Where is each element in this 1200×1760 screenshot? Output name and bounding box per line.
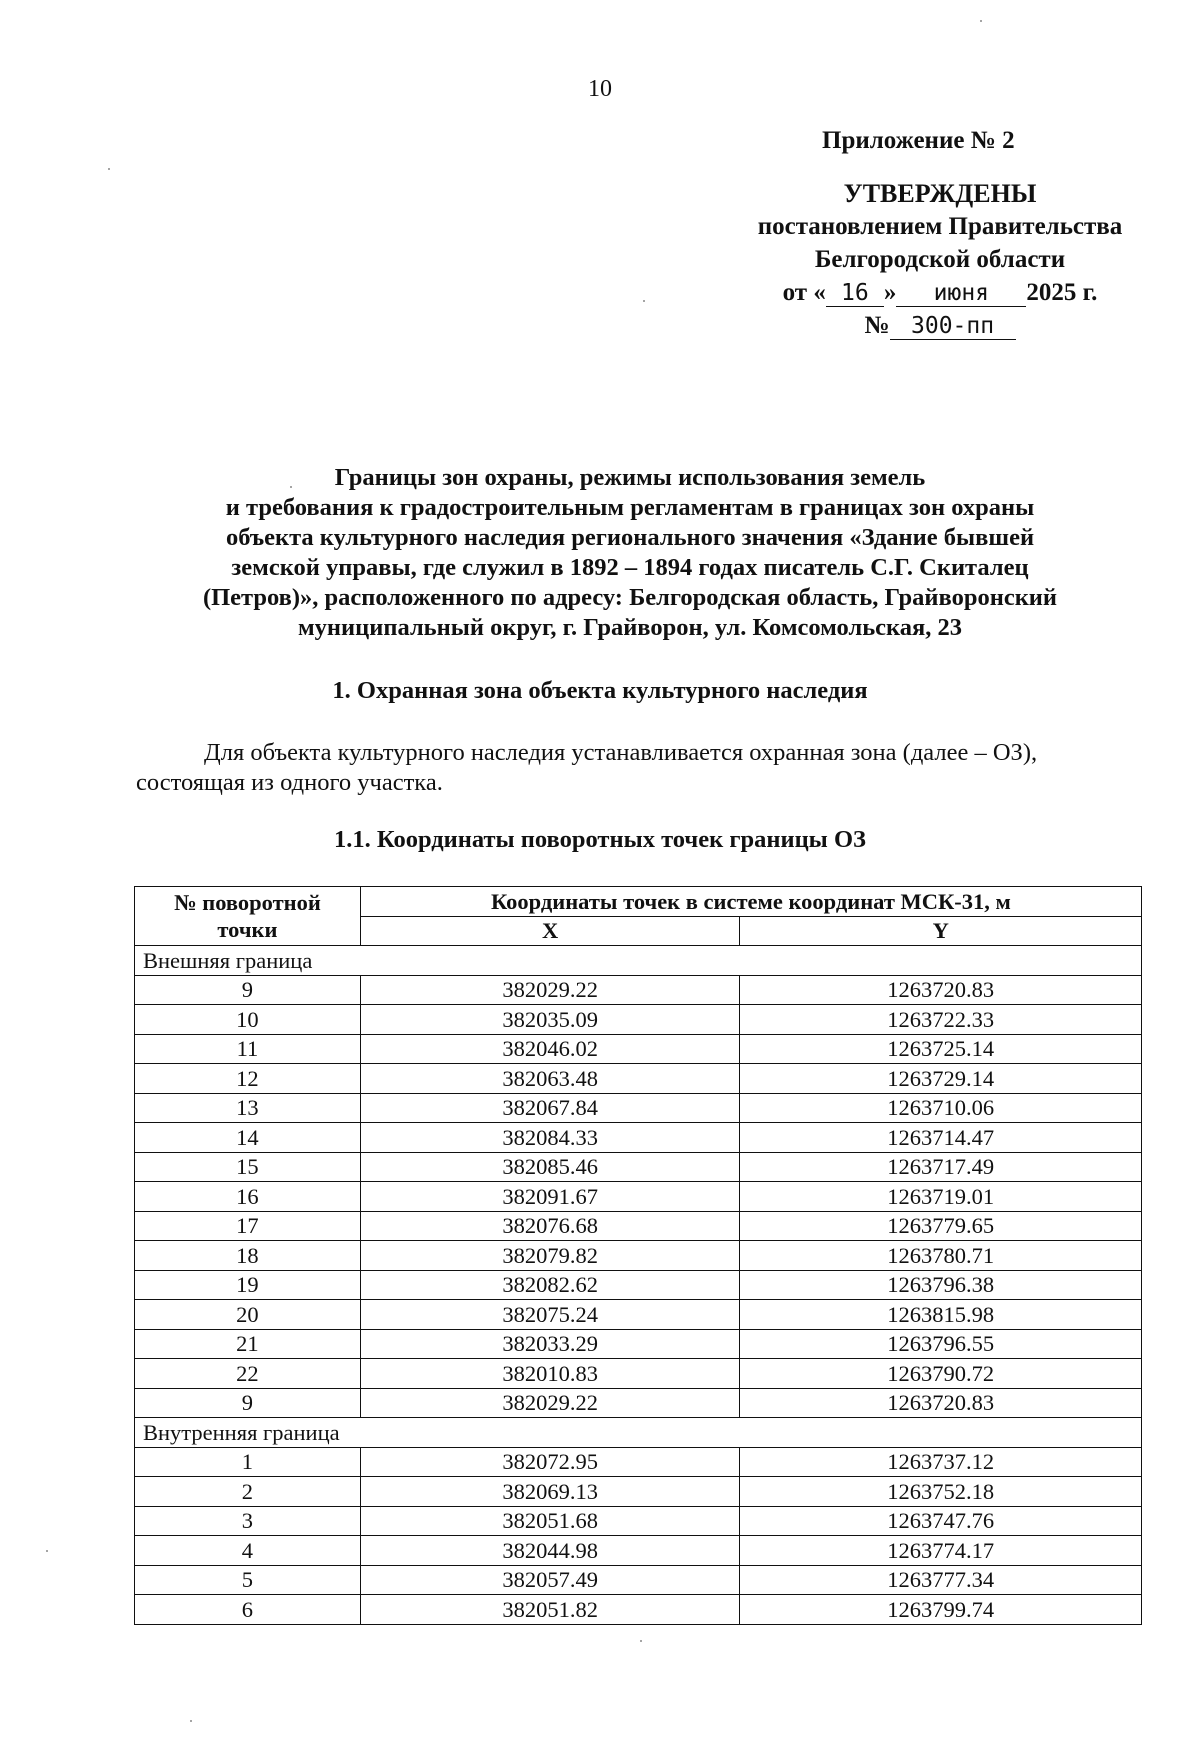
y-coordinate-cell: 1263796.55 — [740, 1329, 1142, 1359]
point-number-cell: 16 — [135, 1182, 361, 1212]
table-row — [135, 1536, 1142, 1566]
point-number-cell: 2 — [135, 1477, 361, 1507]
title-line-4: земской управы, где служил в 1892 – 1894 годах писатель С.Г. Скиталец — [231, 554, 1029, 581]
x-coordinate-cell: 382075.24 — [360, 1300, 740, 1330]
table-row — [135, 1182, 1142, 1212]
point-number-cell: 4 — [135, 1536, 361, 1566]
scan-speck — [643, 300, 645, 302]
col-header-coords: Координаты точек в системе координат МСК-31, м — [360, 887, 1141, 917]
table-row — [135, 1595, 1142, 1625]
scan-speck — [640, 1640, 642, 1642]
approved-label: УТВЕРЖДЕНЫ — [843, 179, 1037, 208]
table-row — [135, 1329, 1142, 1359]
y-coordinate-cell: 1263719.01 — [740, 1182, 1142, 1212]
y-coordinate-cell: 1263799.74 — [740, 1595, 1142, 1625]
point-number-cell: 17 — [135, 1211, 361, 1241]
y-coordinate-cell: 1263720.83 — [740, 975, 1142, 1005]
x-coordinate-cell: 382051.68 — [360, 1506, 740, 1536]
table-row — [135, 1211, 1142, 1241]
date-month: июня — [896, 280, 1026, 307]
scan-speck — [190, 1720, 192, 1722]
y-coordinate-cell: 1263720.83 — [740, 1388, 1142, 1418]
x-coordinate-cell: 382063.48 — [360, 1064, 740, 1094]
approval-line-2: Белгородской области — [814, 246, 1066, 273]
scan-speck — [108, 168, 110, 170]
y-coordinate-cell: 1263774.17 — [740, 1536, 1142, 1566]
point-number-cell: 9 — [135, 1388, 361, 1418]
x-coordinate-cell: 382029.22 — [360, 1388, 740, 1418]
x-coordinate-cell: 382084.33 — [360, 1123, 740, 1153]
y-coordinate-cell: 1263710.06 — [740, 1093, 1142, 1123]
table-row — [135, 1241, 1142, 1271]
table-row — [135, 1565, 1142, 1595]
point-number-cell: 10 — [135, 1005, 361, 1035]
appendix-label: Приложение № 2 — [822, 127, 1015, 154]
approval-header — [700, 124, 1180, 342]
point-number-cell: 6 — [135, 1595, 361, 1625]
y-coordinate-cell: 1263779.65 — [740, 1211, 1142, 1241]
x-coordinate-cell: 382082.62 — [360, 1270, 740, 1300]
point-number-cell: 9 — [135, 975, 361, 1005]
y-coordinate-cell: 1263796.38 — [740, 1270, 1142, 1300]
y-coordinate-cell: 1263790.72 — [740, 1359, 1142, 1389]
x-coordinate-cell: 382085.46 — [360, 1152, 740, 1182]
number-prefix: № — [864, 312, 890, 339]
y-coordinate-cell: 1263815.98 — [740, 1300, 1142, 1330]
point-number-cell: 15 — [135, 1152, 361, 1182]
col-header-x: X — [360, 916, 740, 946]
y-coordinate-cell: 1263722.33 — [740, 1005, 1142, 1035]
coordinates-table-body — [135, 946, 1142, 1625]
scan-speck — [290, 486, 292, 488]
x-coordinate-cell: 382033.29 — [360, 1329, 740, 1359]
section-1-1-heading: 1.1. Координаты поворотных точек границы ОЗ — [334, 826, 866, 853]
x-coordinate-cell: 382076.68 — [360, 1211, 740, 1241]
point-number-cell: 20 — [135, 1300, 361, 1330]
section-1-heading: 1. Охранная зона объекта культурного наследия — [332, 677, 868, 704]
point-number-cell: 3 — [135, 1506, 361, 1536]
date-year: 2025 г. — [1026, 279, 1098, 306]
date-prefix: от « — [782, 279, 826, 306]
group-row — [135, 1418, 1142, 1448]
group-label: Внутренняя граница — [135, 1418, 1142, 1448]
title-line-1: Границы зон охраны, режимы использования земель — [334, 464, 926, 491]
date-mid: » — [883, 279, 897, 306]
point-number-cell: 22 — [135, 1359, 361, 1389]
table-row — [135, 1300, 1142, 1330]
x-coordinate-cell: 382079.82 — [360, 1241, 740, 1271]
point-number-cell: 13 — [135, 1093, 361, 1123]
x-coordinate-cell: 382046.02 — [360, 1034, 740, 1064]
table-row — [135, 1388, 1142, 1418]
group-row — [135, 946, 1142, 976]
col-header-y: Y — [740, 916, 1142, 946]
table-row — [135, 1034, 1142, 1064]
point-number-cell: 11 — [135, 1034, 361, 1064]
x-coordinate-cell: 382091.67 — [360, 1182, 740, 1212]
point-number-cell: 21 — [135, 1329, 361, 1359]
coordinates-table — [134, 886, 1142, 1625]
table-row — [135, 1359, 1142, 1389]
table-row — [135, 975, 1142, 1005]
table-row — [135, 1064, 1142, 1094]
point-number-cell: 18 — [135, 1241, 361, 1271]
col-header-point-line-1: № поворотной — [174, 890, 321, 915]
section-1-paragraph — [136, 738, 1146, 798]
date-day: 16 — [826, 280, 884, 307]
x-coordinate-cell: 382051.82 — [360, 1595, 740, 1625]
page-number: 10 — [588, 76, 612, 102]
table-row — [135, 1506, 1142, 1536]
y-coordinate-cell: 1263737.12 — [740, 1447, 1142, 1477]
approval-date — [700, 276, 1180, 309]
y-coordinate-cell: 1263780.71 — [740, 1241, 1142, 1271]
table-row — [135, 1005, 1142, 1035]
point-number-cell: 14 — [135, 1123, 361, 1153]
scan-speck — [980, 20, 982, 22]
x-coordinate-cell: 382057.49 — [360, 1565, 740, 1595]
title-line-6: муниципальный округ, г. Грайворон, ул. Комсомольская, 23 — [297, 614, 963, 641]
scan-speck — [46, 1550, 48, 1552]
approval-line-1: постановлением Правительства — [757, 213, 1123, 240]
y-coordinate-cell: 1263714.47 — [740, 1123, 1142, 1153]
y-coordinate-cell: 1263729.14 — [740, 1064, 1142, 1094]
paragraph-line-2: состоящая из одного участка. — [136, 769, 443, 796]
x-coordinate-cell: 382010.83 — [360, 1359, 740, 1389]
point-number-cell: 1 — [135, 1447, 361, 1477]
point-number-cell: 5 — [135, 1565, 361, 1595]
table-row — [135, 1447, 1142, 1477]
y-coordinate-cell: 1263725.14 — [740, 1034, 1142, 1064]
group-label: Внешняя граница — [135, 946, 1142, 976]
title-line-5: (Петров)», расположенного по адресу: Белгородская область, Грайворонский — [202, 584, 1058, 611]
number-value: 300-пп — [890, 313, 1016, 340]
x-coordinate-cell: 382029.22 — [360, 975, 740, 1005]
x-coordinate-cell: 382067.84 — [360, 1093, 740, 1123]
point-number-cell: 12 — [135, 1064, 361, 1094]
y-coordinate-cell: 1263717.49 — [740, 1152, 1142, 1182]
x-coordinate-cell: 382044.98 — [360, 1536, 740, 1566]
y-coordinate-cell: 1263747.76 — [740, 1506, 1142, 1536]
point-number-cell: 19 — [135, 1270, 361, 1300]
table-row — [135, 1477, 1142, 1507]
col-header-point — [135, 887, 361, 946]
table-row — [135, 1093, 1142, 1123]
table-row — [135, 1270, 1142, 1300]
title-line-3: объекта культурного наследия регионального значения «Здание бывшей — [225, 524, 1035, 551]
document-title — [140, 463, 1120, 643]
y-coordinate-cell: 1263777.34 — [740, 1565, 1142, 1595]
x-coordinate-cell: 382035.09 — [360, 1005, 740, 1035]
table-row — [135, 1123, 1142, 1153]
col-header-point-line-2: точки — [217, 917, 278, 942]
title-line-2: и требования к градостроительным регламентам в границах зон охраны — [225, 494, 1035, 521]
x-coordinate-cell: 382069.13 — [360, 1477, 740, 1507]
table-row — [135, 1152, 1142, 1182]
paragraph-line-1: Для объекта культурного наследия устанавливается охранная зона (далее – ОЗ), — [204, 739, 1038, 766]
x-coordinate-cell: 382072.95 — [360, 1447, 740, 1477]
y-coordinate-cell: 1263752.18 — [740, 1477, 1142, 1507]
approval-number — [700, 309, 1180, 342]
